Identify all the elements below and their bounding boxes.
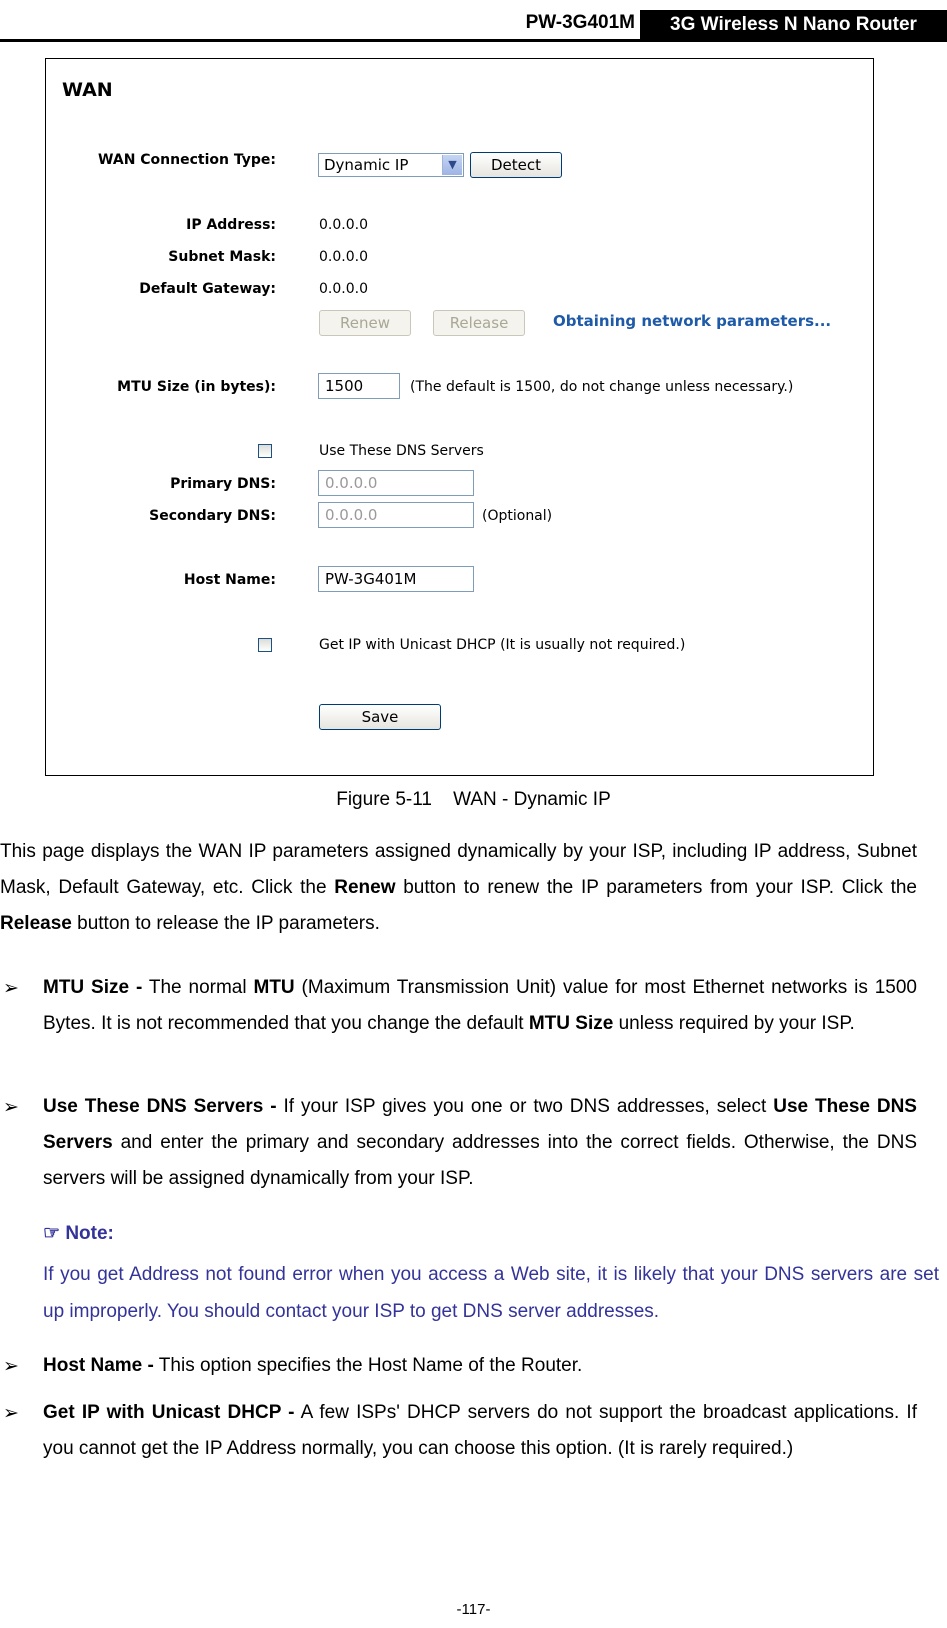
bullet-dns [43,1089,917,1197]
intro-bold-renew: Renew [334,877,396,898]
bullet-arrow-icon: ➢ [3,1097,19,1118]
intro-text-3: button to release the IP parameters. [71,913,380,934]
use-dns-checkbox[interactable] [258,444,272,458]
intro-bold-release: Release [0,913,72,934]
status-text: Obtaining network parameters... [553,312,832,330]
bullet-arrow-icon: ➢ [3,1356,19,1377]
bullet-arrow-icon: ➢ [3,978,19,999]
secondary-dns-input[interactable]: 0.0.0.0 [318,502,474,528]
save-button[interactable]: Save [319,704,441,730]
panel-title: WAN [62,79,113,101]
host-term: Host Name - [43,1355,154,1376]
note-text: If you get Address not found error when you access a Web site, it is likely that your DNS servers are set up improperly. You should contact your ISP to get DNS server addresses. [43,1264,939,1322]
dns-text-2: and enter the primary and secondary addresses into the correct fields. Otherwise, the DNS servers will be assigned dynamically from your ISP. [43,1132,917,1189]
subnet-mask-value: 0.0.0.0 [319,249,368,265]
mtu-size-label: MTU Size (in bytes): [117,379,276,395]
model-name: PW-3G401M [525,12,635,33]
page-number: -117- [456,1601,491,1618]
figure-caption: Figure 5-11 WAN - Dynamic IP [336,789,611,810]
primary-dns-label: Primary DNS: [170,476,276,492]
intro-text-2: button to renew the IP parameters from your ISP. Click the [395,877,917,898]
page-header [0,0,947,42]
bullet-arrow-icon: ➢ [3,1403,19,1424]
chevron-down-icon[interactable]: ▼ [442,155,462,175]
unicast-text-1: A few ISPs' DHCP servers do not support the broadcast applications. If you cannot get the IP Address normally, you can choose this option. (It is rarely required.) [43,1402,917,1459]
dns-bold-2: Use These DNS Servers [43,1096,917,1153]
secondary-dns-label: Secondary DNS: [149,508,276,524]
bullet-host-name [43,1348,917,1384]
note-heading [43,1222,114,1245]
mtu-bold-3: MTU Size [528,1013,614,1034]
unicast-term: Get IP with Unicast DHCP - [43,1402,295,1423]
use-dns-label: Use These DNS Servers [319,443,484,459]
wan-connection-type-label: WAN Connection Type: [98,152,276,168]
wan-settings-panel [45,58,874,776]
mtu-text-1: The normal [142,977,254,998]
subnet-mask-label: Subnet Mask: [168,249,276,265]
optional-hint: (Optional) [482,508,553,524]
detect-button[interactable]: Detect [470,152,562,178]
mtu-text-2: (Maximum Transmission Unit) value for most Ethernet networks is 1500 Bytes. It is not recommended that you change the default [43,977,917,1034]
pointing-hand-icon: ☞ [43,1223,61,1244]
intro-paragraph [0,834,917,942]
bullet-unicast-dhcp [43,1395,917,1467]
primary-dns-input[interactable]: 0.0.0.0 [318,470,474,496]
dns-text-1: If your ISP gives you one or two DNS addresses, select [276,1096,774,1117]
bullet-mtu [43,970,917,1042]
default-gateway-value: 0.0.0.0 [319,281,368,297]
ip-address-label: IP Address: [186,217,276,233]
product-name: 3G Wireless N Nano Router [640,10,947,40]
release-button[interactable]: Release [433,310,525,336]
mtu-size-input[interactable]: 1500 [318,373,400,399]
dns-term: Use These DNS Servers - [43,1096,277,1117]
mtu-text-3: unless required by your ISP. [613,1013,855,1034]
unicast-dhcp-label: Get IP with Unicast DHCP (It is usually not required.) [319,637,686,653]
note-title: Note: [65,1223,114,1244]
mtu-hint: (The default is 1500, do not change unless necessary.) [410,379,794,395]
host-name-input[interactable]: PW-3G401M [318,566,474,592]
mtu-bold-2: MTU [253,977,295,998]
default-gateway-label: Default Gateway: [139,281,276,297]
intro-text-1: This page displays the WAN IP parameters assigned dynamically by your ISP, including IP address, Subnet Mask, Default Gateway, etc. Click the [0,841,917,898]
host-name-label: Host Name: [183,572,276,588]
mtu-term: MTU Size - [43,977,143,998]
host-text-1: This option specifies the Host Name of the Router. [153,1355,583,1376]
wan-connection-type-value: Dynamic IP [324,156,409,174]
wan-connection-type-select[interactable] [318,153,464,177]
unicast-dhcp-checkbox[interactable] [258,638,272,652]
ip-address-value: 0.0.0.0 [319,217,368,233]
renew-button[interactable]: Renew [319,310,411,336]
